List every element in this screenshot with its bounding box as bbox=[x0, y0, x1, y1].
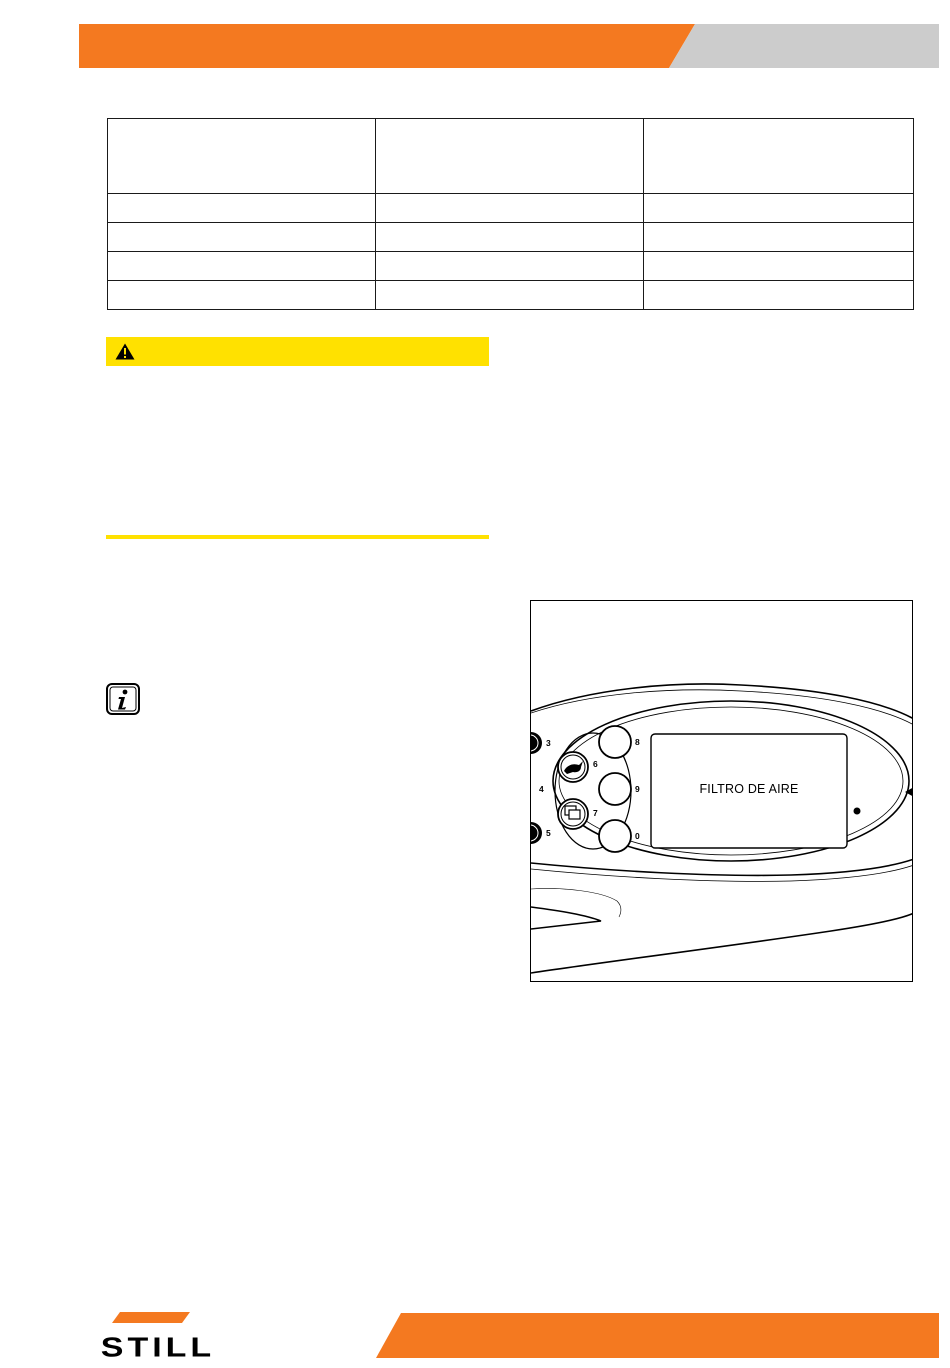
info-icon bbox=[106, 683, 140, 715]
table-cell bbox=[108, 223, 376, 252]
key-label-8: 8 bbox=[635, 737, 640, 747]
table-header-row bbox=[108, 119, 914, 194]
key-label-4: 4 bbox=[539, 784, 544, 794]
table-row bbox=[108, 281, 914, 310]
warning-bar bbox=[106, 337, 489, 366]
table-row bbox=[108, 223, 914, 252]
table-row bbox=[108, 194, 914, 223]
table-row bbox=[108, 252, 914, 281]
control-panel-figure bbox=[530, 600, 913, 982]
svg-text:STILL: STILL bbox=[100, 1331, 216, 1360]
header-band bbox=[79, 24, 939, 68]
data-table bbox=[107, 118, 914, 310]
table-cell bbox=[108, 281, 376, 310]
table-cell bbox=[376, 281, 644, 310]
key-label-0: 0 bbox=[635, 831, 640, 841]
table-cell bbox=[644, 223, 914, 252]
table-header-cell bbox=[644, 119, 914, 194]
warning-triangle-icon bbox=[115, 343, 135, 360]
warning-end-rule bbox=[106, 535, 489, 539]
figure-frame bbox=[530, 600, 913, 982]
table-cell bbox=[644, 194, 914, 223]
key-label-6: 6 bbox=[593, 759, 598, 769]
table-cell bbox=[376, 252, 644, 281]
table-header-cell bbox=[376, 119, 644, 194]
key-label-5: 5 bbox=[546, 828, 551, 838]
table-cell bbox=[376, 194, 644, 223]
table-cell bbox=[644, 281, 914, 310]
still-logo bbox=[78, 1312, 238, 1360]
key-label-9: 9 bbox=[635, 784, 640, 794]
key-label-7: 7 bbox=[593, 808, 598, 818]
table-cell bbox=[376, 223, 644, 252]
table-header-cell bbox=[108, 119, 376, 194]
table-cell bbox=[108, 252, 376, 281]
footer-band bbox=[376, 1313, 939, 1358]
key-label-3: 3 bbox=[546, 738, 551, 748]
table-cell bbox=[108, 194, 376, 223]
table-cell bbox=[644, 252, 914, 281]
display-message: FILTRO DE AIRE bbox=[699, 782, 799, 796]
